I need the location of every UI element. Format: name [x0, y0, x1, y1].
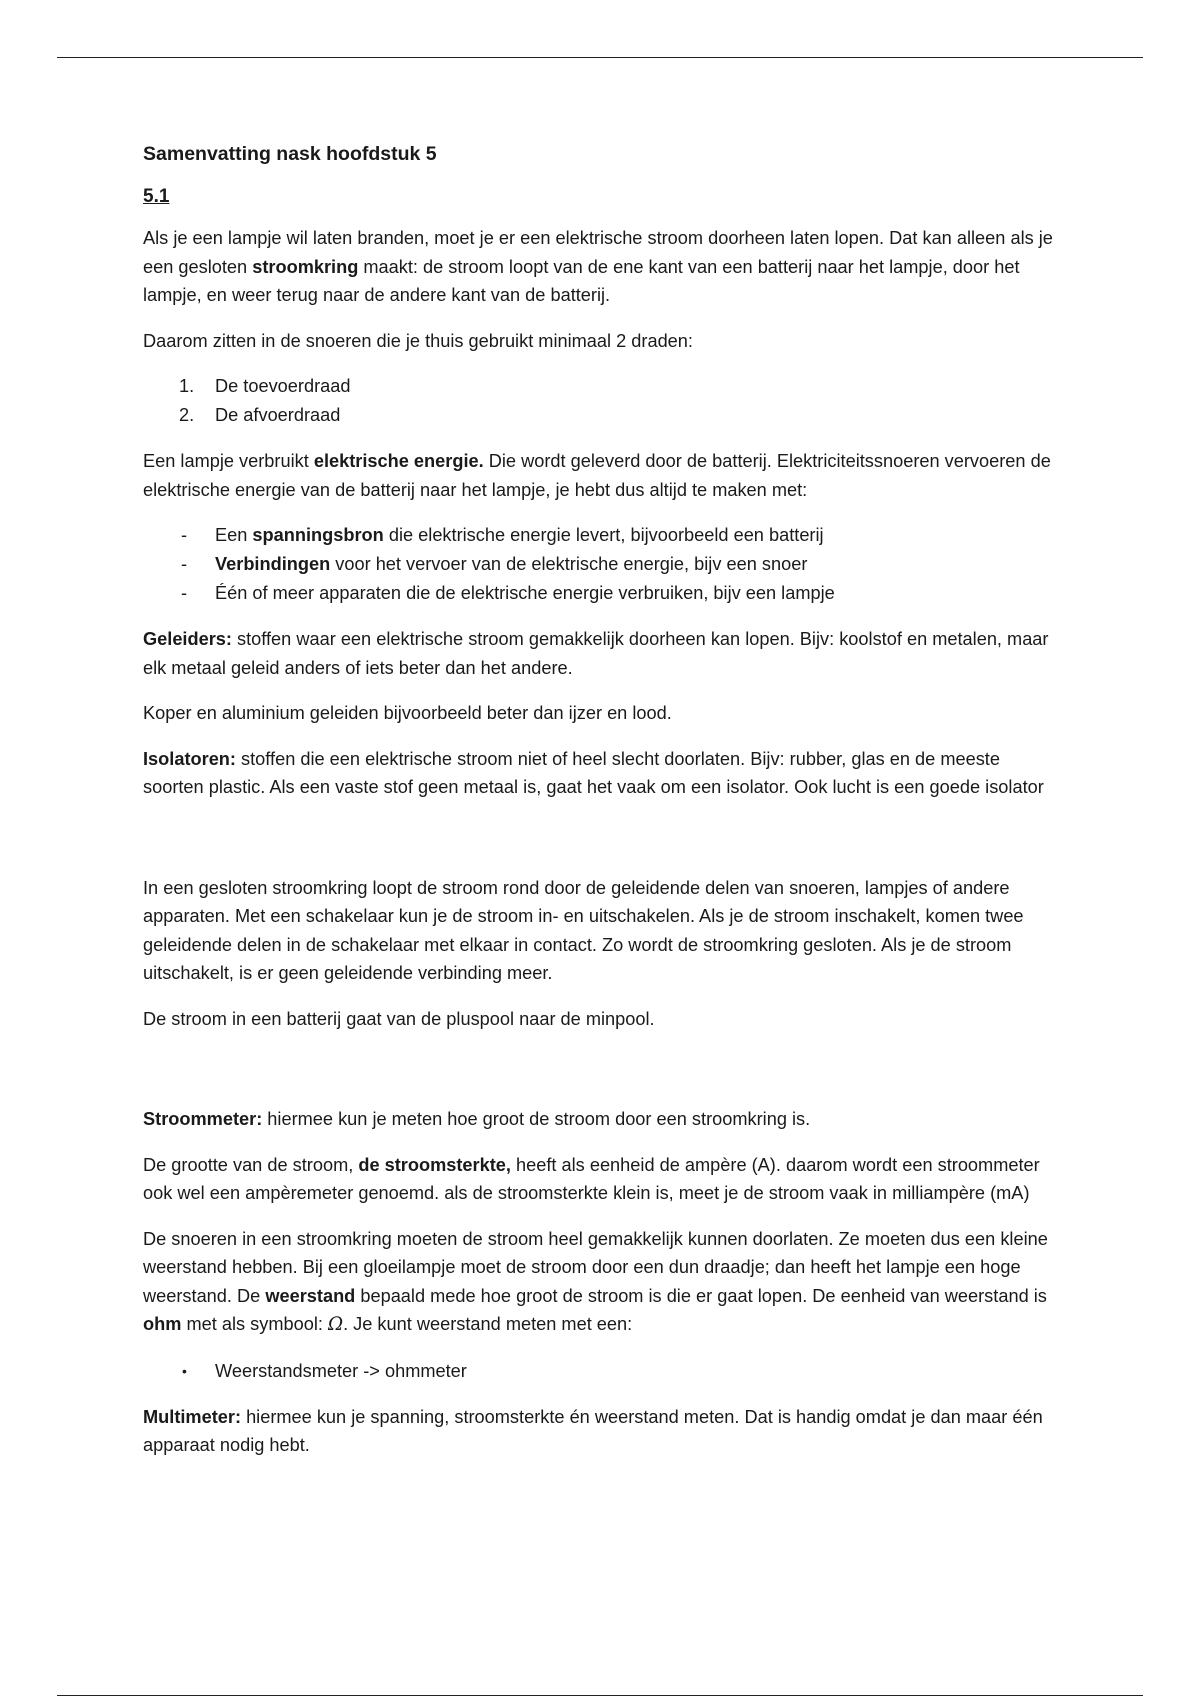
list-item: - Één of meer apparaten die de elektrische energie verbruiken, bijv een lampje — [181, 583, 835, 603]
paragraph-weerstand: De snoeren in een stroomkring moeten de stroom heel gemakkelijk kunnen doorlaten. Ze moeten dus een kleine weerstand hebben. Bij een gloeilampje moet de stroom door een dun draadje; dan heeft het lampje een hoge weerstand. De weerstand bepaald mede hoe groot de stroom is die er gaat lopen. De eenheid van weerstand is ohm met als symbool: Ω. Je kunt weerstand meten met een: — [143, 1228, 1048, 1335]
footer-rule — [57, 1695, 1143, 1696]
bullet-list-onderdelen — [143, 521, 1063, 608]
paragraph-energie: Een lampje verbruikt elektrische energie. Die wordt geleverd door de batterij. Elektriciteitssnoeren vervoeren de elektrische energie van de batterij naar het lampje, je hebt dus altijd te maken met: — [143, 451, 1051, 500]
numbered-list-draden — [143, 372, 1063, 430]
document-page — [143, 140, 1063, 1477]
section-heading: 5.1 — [143, 186, 170, 207]
paragraph-geleiders: Geleiders: stoffen waar een elektrische stroom gemakkelijk doorheen kan lopen. Bijv: koolstof en metalen, maar elk metaal geleid anders of iets beter dan het andere. — [143, 629, 1049, 678]
bullet-list-meters — [143, 1357, 1063, 1386]
list-item: • Weerstandsmeter -> ohmmeter — [182, 1360, 467, 1381]
list-item: - Verbindingen voor het vervoer van de elektrische energie, bijv een snoer — [181, 554, 808, 574]
paragraph-stroomsterkte: De grootte van de stroom, de stroomsterkte, heeft als eenheid de ampère (A). daarom wordt een stroommeter ook wel een ampèremeter genoemd. als de stroomsterkte klein is, meet je de stroom vaak in milliampère (mA) — [143, 1154, 1040, 1203]
list-item: - Een spanningsbron die elektrische energie levert, bijvoorbeeld een batterij — [181, 525, 824, 545]
blank-space — [143, 819, 1063, 874]
paragraph-stroommeter: Stroommeter: hiermee kun je meten hoe groot de stroom door een stroomkring is. — [143, 1109, 811, 1129]
paragraph-isolatoren: Isolatoren: stoffen die een elektrische stroom niet of heel slecht doorlaten. Bijv: rubber, glas en de meeste soorten plastic. Als een vaste stof geen metaal is, gaat het vaak om een isolator. Ook lucht is een goede isolator — [143, 748, 1044, 797]
paragraph-schakelaar: In een gesloten stroomkring loopt de stroom rond door de geleidende delen van snoeren, lampjes of andere apparaten. Met een schakelaar kun je de stroom in- en uitschakelen. Als je de stroom inschakelt, komen twee geleidende delen in de schakelaar met elkaar in contact. Zo wordt de stroomkring gesloten. Als je de stroom uitschakelt, is er geen geleidende verbinding meer. — [143, 877, 1024, 983]
document-title: Samenvatting nask hoofdstuk 5 — [143, 143, 437, 165]
header-rule — [57, 57, 1143, 58]
paragraph-koper: Koper en aluminium geleiden bijvoorbeeld beter dan ijzer en lood. — [143, 703, 672, 723]
blank-space — [143, 1050, 1063, 1105]
paragraph-stroomkring: Als je een lampje wil laten branden, moet je er een elektrische stroom doorheen laten lopen. Dat kan alleen als je een gesloten stroomkring maakt: de stroom loopt van de ene kant van een batterij naar het lampje, door het lampje, en weer terug naar de andere kant van de batterij. — [143, 228, 1053, 305]
ohm-symbol: Ω — [327, 1314, 344, 1335]
list-item: 1. De toevoerdraad — [179, 376, 351, 396]
paragraph-draden: Daarom zitten in de snoeren die je thuis gebruikt minimaal 2 draden: — [143, 330, 693, 351]
paragraph-multimeter: Multimeter: hiermee kun je spanning, stroomsterkte én weerstand meten. Dat is handig omdat je dan maar één apparaat nodig hebt. — [143, 1406, 1043, 1455]
list-item: 2. De afvoerdraad — [179, 405, 341, 425]
paragraph-batterij: De stroom in een batterij gaat van de pluspool naar de minpool. — [143, 1008, 655, 1029]
